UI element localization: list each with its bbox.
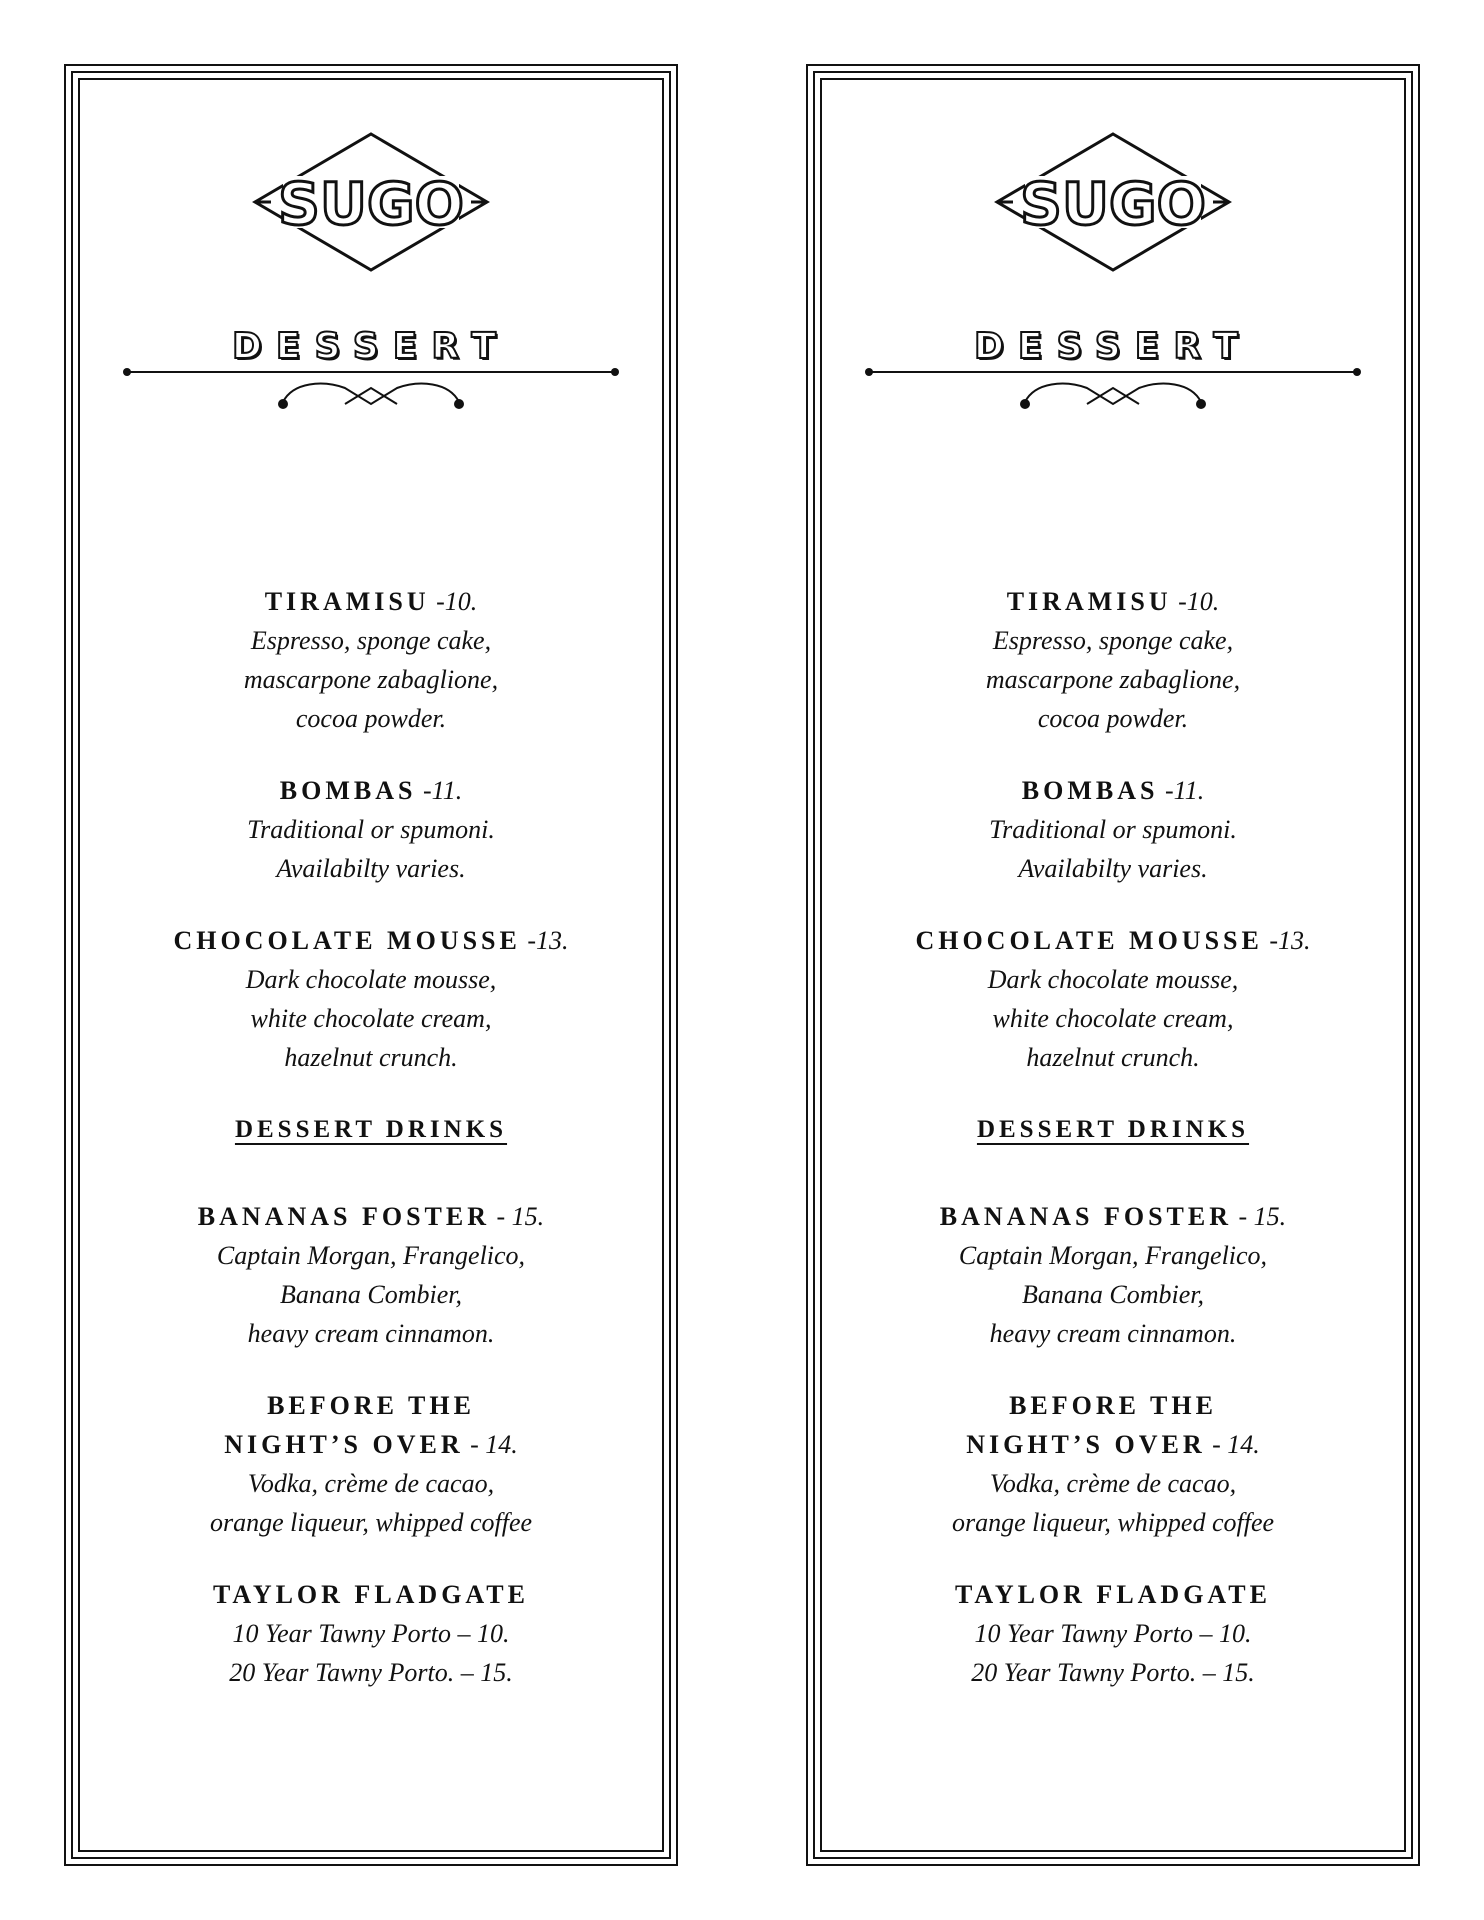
menu-card-left	[64, 64, 678, 1866]
item-desc: Dark chocolate mousse,	[245, 965, 497, 994]
sugo-logo	[993, 132, 1233, 272]
drink-item	[66, 1197, 676, 1353]
item-desc: Espresso, sponge cake,	[250, 626, 492, 655]
item-name: CHOCOLATE MOUSSE	[915, 926, 1263, 955]
item-desc: mascarpone zabaglione,	[985, 665, 1241, 694]
drink-item	[66, 1386, 676, 1542]
item-desc: 20 Year Tawny Porto. – 15.	[971, 1658, 1255, 1687]
item-desc: hazelnut crunch.	[1026, 1043, 1200, 1072]
dessert-drinks-heading: DESSERT DRINKS	[976, 1116, 1250, 1143]
menu-item	[66, 582, 676, 738]
dessert-drinks-heading: DESSERT DRINKS	[234, 1116, 508, 1143]
drink-item	[66, 1575, 676, 1692]
menu-items	[66, 582, 676, 1725]
item-name: NIGHT’S OVER	[966, 1430, 1206, 1459]
drink-item	[808, 1575, 1418, 1692]
item-price: -11.	[416, 776, 463, 805]
item-price: -11.	[1158, 776, 1205, 805]
item-name: BANANAS FOSTER	[197, 1202, 491, 1231]
menu-items	[808, 582, 1418, 1725]
menu-title: DESSERT	[974, 326, 1252, 367]
item-desc: mascarpone zabaglione,	[243, 665, 499, 694]
item-desc: Vodka, crème de cacao,	[989, 1469, 1237, 1498]
item-desc: Availabilty varies.	[276, 854, 466, 883]
item-name: BANANAS FOSTER	[939, 1202, 1233, 1231]
item-name: TIRAMISU	[1006, 587, 1172, 616]
menu-item	[808, 921, 1418, 1077]
item-price: - 14.	[463, 1430, 518, 1459]
menu-item	[66, 921, 676, 1077]
item-name-line1: BEFORE THE	[267, 1391, 475, 1420]
item-price: -13.	[520, 926, 569, 955]
flourish-divider	[865, 366, 1361, 426]
drink-item	[808, 1386, 1418, 1542]
drink-item	[808, 1197, 1418, 1353]
item-name: TAYLOR FLADGATE	[213, 1580, 529, 1609]
svg-text:SUGO: SUGO	[1020, 170, 1206, 238]
item-desc: Traditional or spumoni.	[989, 815, 1237, 844]
item-price: - 15.	[1232, 1202, 1287, 1231]
item-name: BOMBAS	[1021, 776, 1159, 805]
item-desc: Traditional or spumoni.	[247, 815, 495, 844]
item-desc: orange liqueur, whipped coffee	[209, 1508, 533, 1537]
item-desc: Availabilty varies.	[1018, 854, 1208, 883]
item-desc: orange liqueur, whipped coffee	[951, 1508, 1275, 1537]
item-price: -13.	[1262, 926, 1311, 955]
item-desc: Vodka, crème de cacao,	[247, 1469, 495, 1498]
item-desc: white chocolate cream,	[250, 1004, 492, 1033]
item-name: TAYLOR FLADGATE	[955, 1580, 1271, 1609]
item-name: CHOCOLATE MOUSSE	[173, 926, 521, 955]
item-desc: heavy cream cinnamon.	[989, 1319, 1237, 1348]
item-desc: Captain Morgan, Frangelico,	[216, 1241, 526, 1270]
item-desc: Espresso, sponge cake,	[992, 626, 1234, 655]
menu-item	[808, 582, 1418, 738]
item-desc: hazelnut crunch.	[284, 1043, 458, 1072]
item-desc: Banana Combier,	[1022, 1280, 1204, 1309]
item-price: - 15.	[490, 1202, 545, 1231]
item-desc: cocoa powder.	[295, 704, 447, 733]
svg-text:SUGO: SUGO	[278, 170, 464, 238]
item-name-line1: BEFORE THE	[1009, 1391, 1217, 1420]
item-price: - 14.	[1205, 1430, 1260, 1459]
menu-item	[66, 771, 676, 888]
item-desc: Captain Morgan, Frangelico,	[958, 1241, 1268, 1270]
item-desc: 10 Year Tawny Porto – 10.	[974, 1619, 1252, 1648]
sugo-logo	[251, 132, 491, 272]
item-desc: white chocolate cream,	[992, 1004, 1234, 1033]
item-price: -10.	[429, 587, 478, 616]
item-price: -10.	[1171, 587, 1220, 616]
menu-title: DESSERT	[232, 326, 510, 367]
item-desc: Banana Combier,	[280, 1280, 462, 1309]
menu-card-right	[806, 64, 1420, 1866]
item-desc: Dark chocolate mousse,	[987, 965, 1239, 994]
item-name: BOMBAS	[279, 776, 417, 805]
item-desc: 20 Year Tawny Porto. – 15.	[229, 1658, 513, 1687]
item-desc: heavy cream cinnamon.	[247, 1319, 495, 1348]
flourish-divider	[123, 366, 619, 426]
item-desc: 10 Year Tawny Porto – 10.	[232, 1619, 510, 1648]
item-desc: cocoa powder.	[1037, 704, 1189, 733]
menu-item	[808, 771, 1418, 888]
item-name: NIGHT’S OVER	[224, 1430, 464, 1459]
item-name: TIRAMISU	[264, 587, 430, 616]
